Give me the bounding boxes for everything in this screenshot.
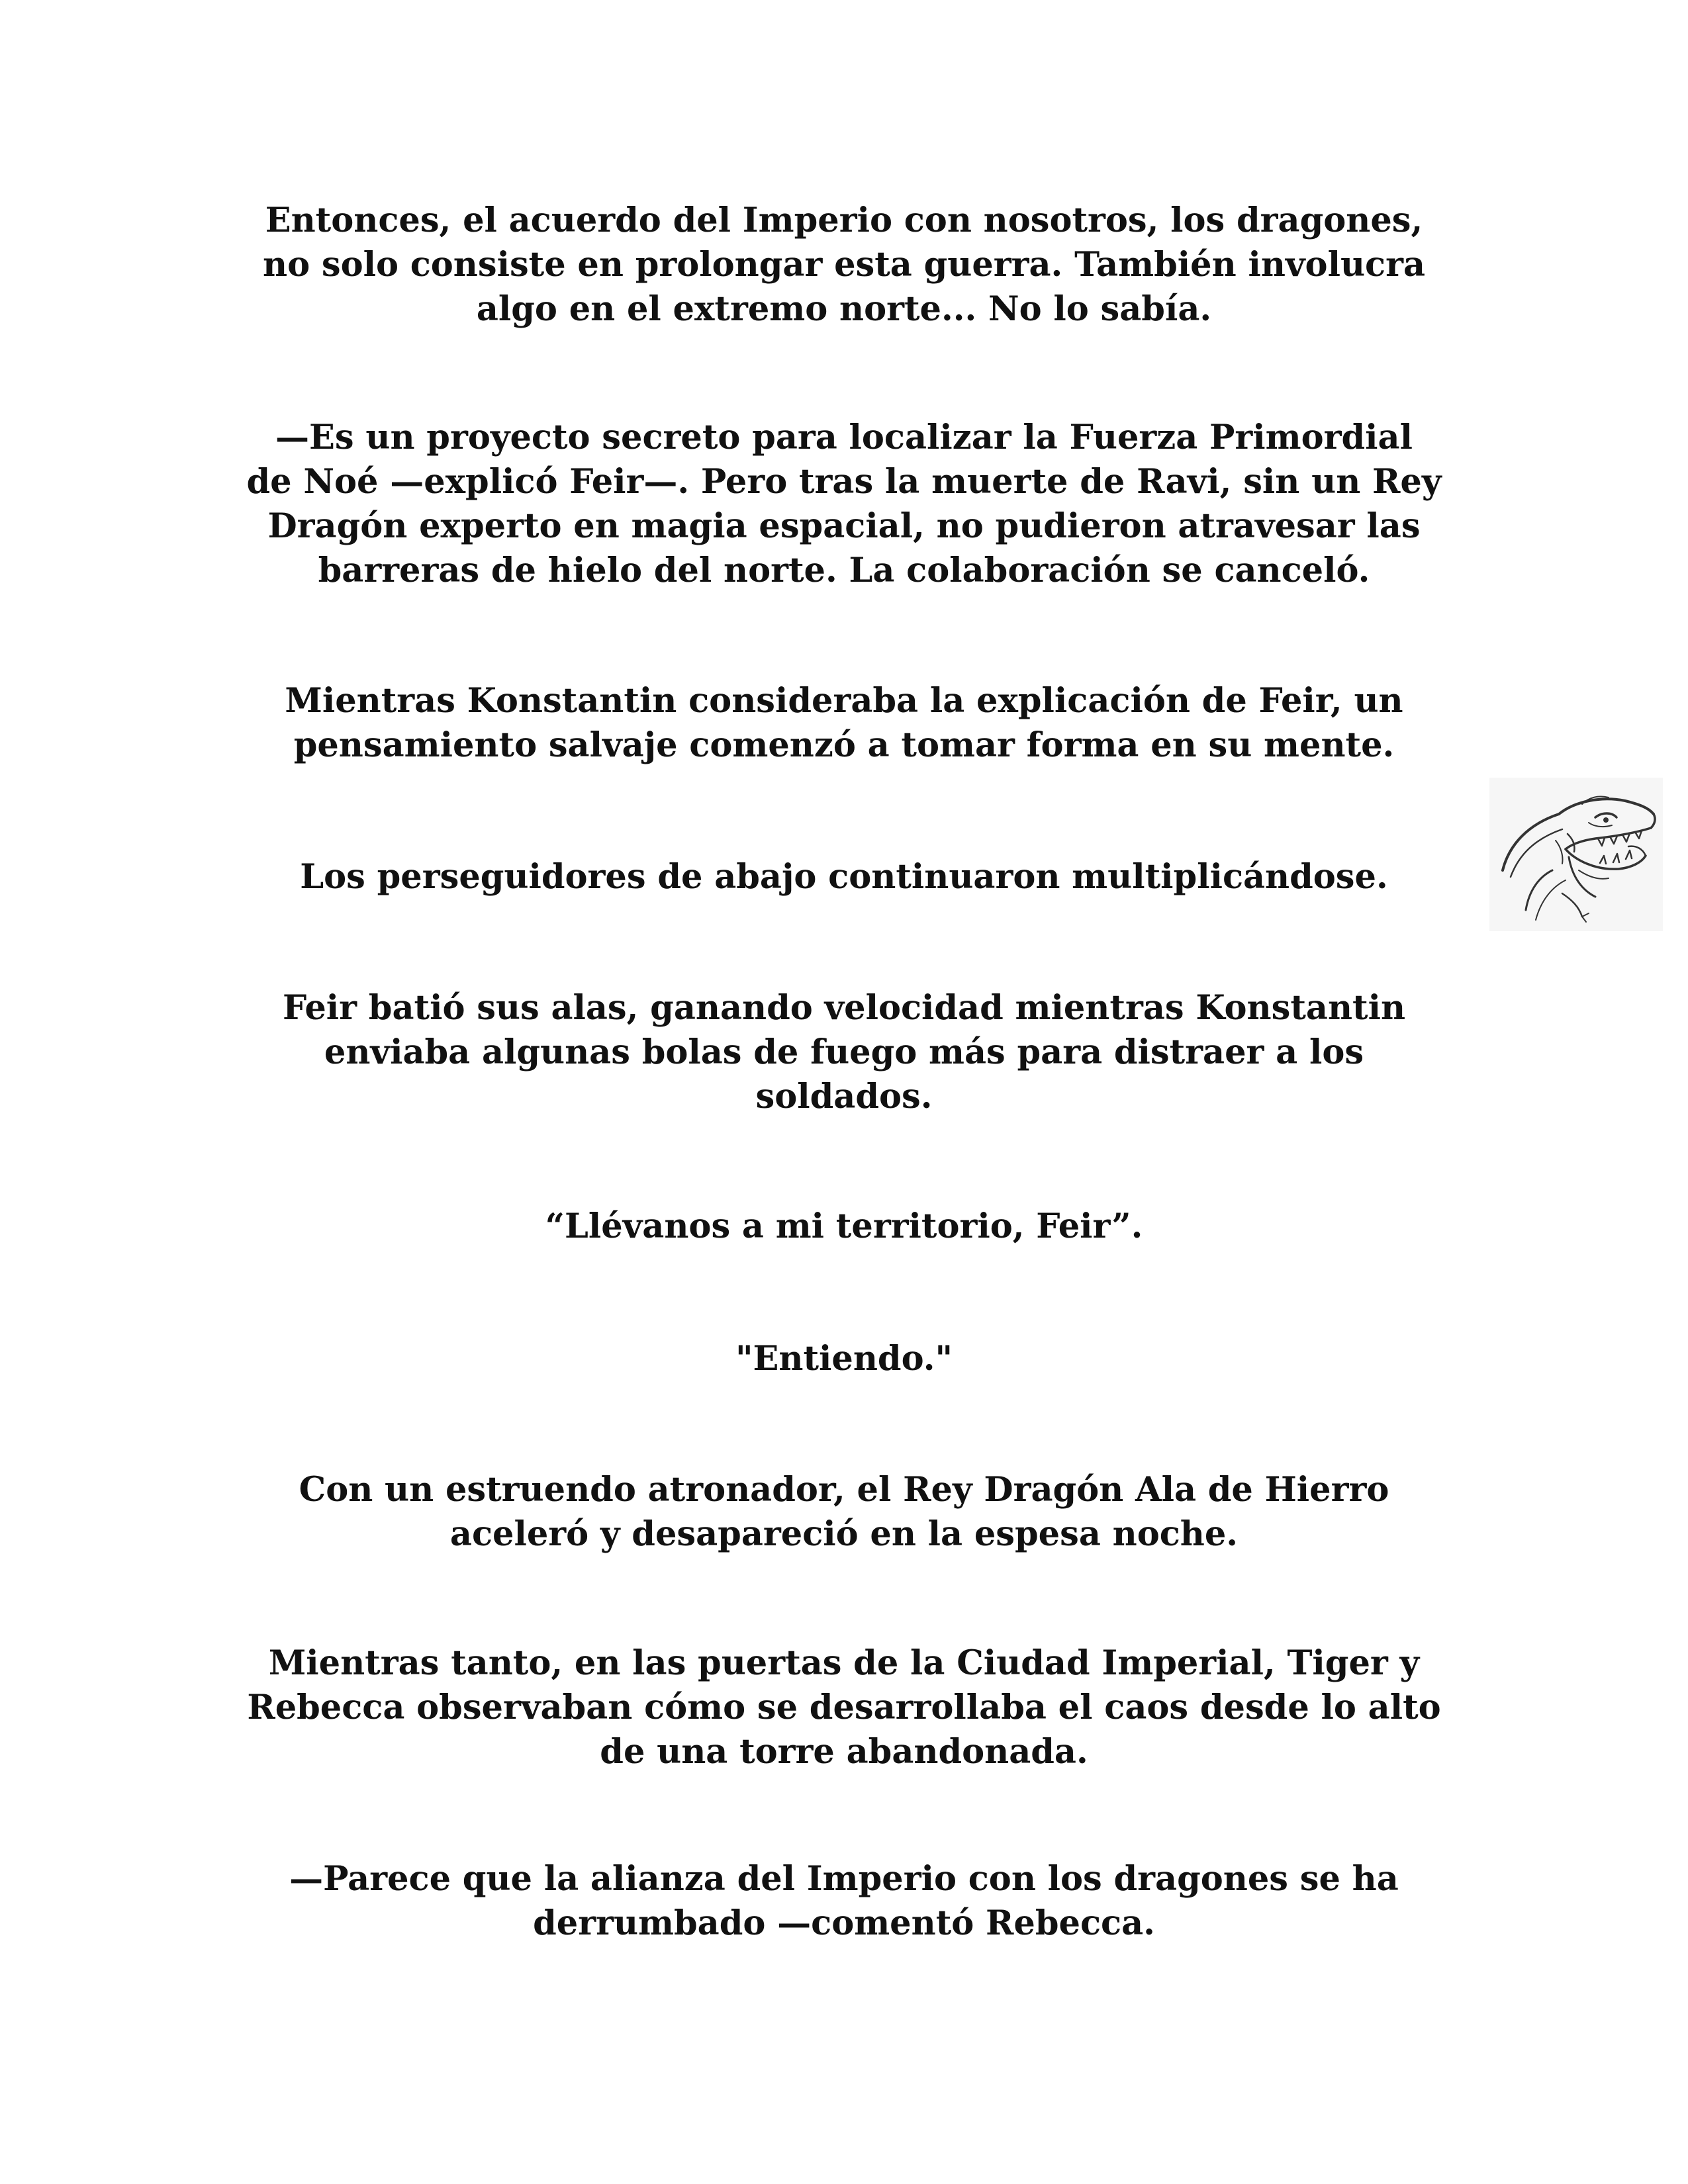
text-line: “Llévanos a mi territorio, Feir”.: [545, 1206, 1143, 1246]
text-line: Mientras tanto, en las puertas de la Ciudad Imperial, Tiger y: [268, 1643, 1420, 1683]
text-line: enviaba algunas bolas de fuego más para distraer a los: [324, 1032, 1364, 1072]
text-line: pensamiento salvaje comenzó a tomar forma en su mente.: [293, 725, 1395, 765]
text-line: Dragón experto en magia espacial, no pudieron atravesar las: [267, 506, 1421, 546]
text-line: —Es un proyecto secreto para localizar la Fuerza Primordial: [275, 418, 1413, 457]
paragraph-3: [218, 679, 1470, 768]
text-line: derrumbado —comentó Rebecca.: [533, 1903, 1155, 1943]
paragraph-1: [218, 199, 1470, 332]
text-line: barreras de hielo del norte. La colaboración se canceló.: [318, 551, 1370, 590]
paragraph-5: [218, 986, 1470, 1119]
paragraph-6: [218, 1205, 1470, 1249]
text-line: Entonces, el acuerdo del Imperio con nosotros, los dragones,: [265, 201, 1423, 240]
text-line: Con un estruendo atronador, el Rey Dragón Ala de Hierro: [299, 1470, 1389, 1510]
text-line: Mientras Konstantin consideraba la explicación de Feir, un: [285, 681, 1403, 721]
text-line: soldados.: [755, 1077, 933, 1116]
text-line: Rebecca observaban cómo se desarrollaba el caos desde lo alto: [247, 1688, 1441, 1727]
text-line: no solo consiste en prolongar esta guerra. También involucra: [263, 245, 1425, 285]
paragraph-9: [218, 1641, 1470, 1774]
text-line: Feir batió sus alas, ganando velocidad mientras Konstantin: [282, 988, 1406, 1028]
paragraph-8: [218, 1468, 1470, 1557]
text-line: "Entiendo.": [735, 1339, 953, 1379]
text-line: algo en el extremo norte... No lo sabía.: [476, 289, 1212, 329]
paragraph-10: [218, 1857, 1470, 1946]
text-line: aceleró y desapareció en la espesa noche.: [449, 1514, 1239, 1554]
text-line: Los perseguidores de abajo continuaron multiplicándose.: [300, 857, 1388, 897]
paragraph-2: [218, 416, 1470, 593]
text-line: de una torre abandonada.: [600, 1732, 1088, 1772]
text-line: —Parece que la alianza del Imperio con los dragones se ha: [289, 1859, 1399, 1899]
paragraph-7: [218, 1337, 1470, 1381]
dragon-head-sketch-icon: [1489, 778, 1663, 931]
paragraph-4: [218, 855, 1470, 899]
text-line: de Noé —explicó Feir—. Pero tras la muerte de Ravi, sin un Rey: [246, 462, 1442, 502]
